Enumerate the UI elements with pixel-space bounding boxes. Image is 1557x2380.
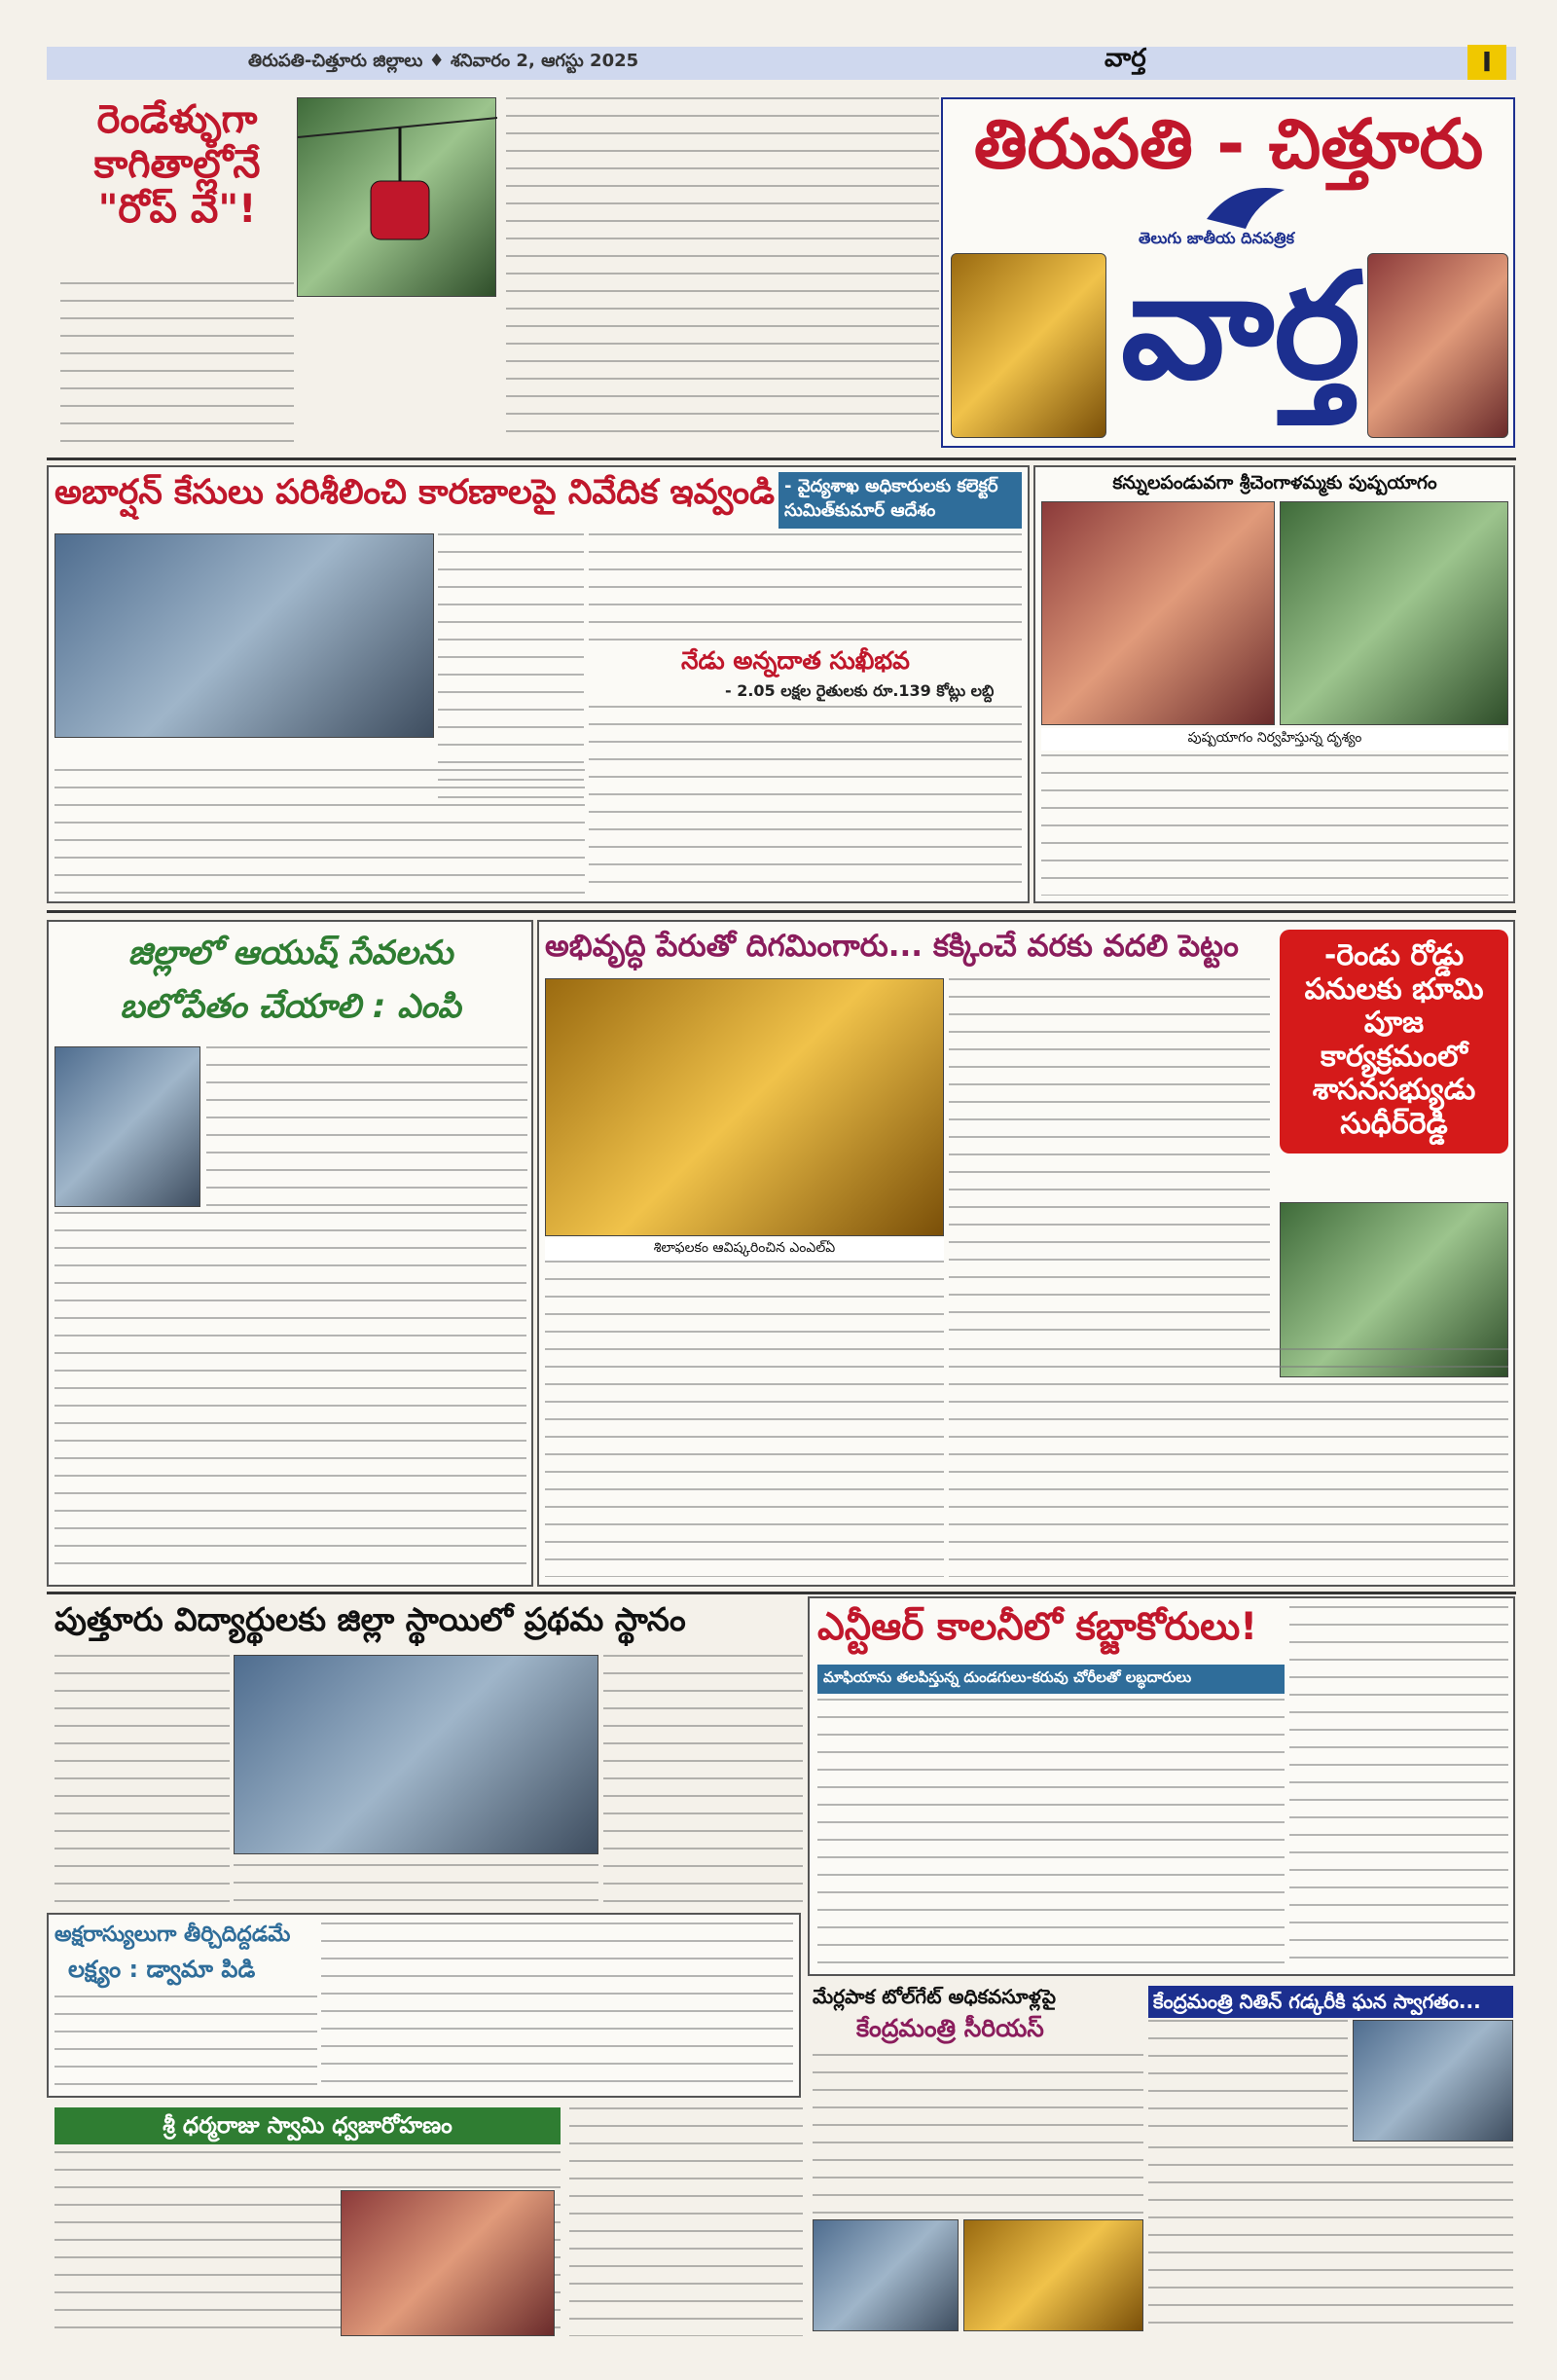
toll-headline-2: కేంద్రమంత్రి సీరియస్ (856, 2014, 1044, 2042)
ropeway-photo (297, 97, 496, 297)
puttur-body-3 (234, 1864, 598, 1903)
divider-2 (47, 910, 1516, 913)
page-number: I (1467, 45, 1506, 80)
header-paper-name: వార్త (1104, 44, 1146, 73)
literacy-body (54, 1996, 317, 2088)
rope-body-text-2 (506, 97, 939, 448)
ntr-subhead: మాఫియాను తలపిస్తున్న దుండగులు-కరువు చోరీలతో లబ్ధదారులు (817, 1665, 1285, 1694)
meeting-photo (54, 533, 434, 738)
road-body-3 (949, 1348, 1508, 1577)
abortion-body-3 (54, 769, 585, 896)
ayush-body-2 (54, 1212, 526, 1577)
annadata-subhead: - 2.05 లక్షల రైతులకు రూ.139 కోట్లు లబ్ది (725, 681, 995, 700)
ayush-headline-2: బలోపేతం చేయాలి : ఎంపి (120, 987, 461, 1026)
mp-portrait (54, 1046, 200, 1207)
masthead-logo: వార్త (1120, 242, 1361, 412)
literacy-headline-2: లక్ష్యం : డ్వామా పిడి (68, 1956, 256, 1983)
road-caption: శిలాఫలకం ఆవిష్కరించిన ఎంఎల్ఏ (545, 1238, 944, 1261)
gadkari-body (1148, 2020, 1348, 2142)
road-photo (545, 978, 944, 1236)
edition-line: తిరుపతి-చిత్తూరు జిల్లాలు ♦ శనివారం 2, ఆగస్టు 2025 (248, 51, 639, 71)
road-body-2 (545, 1261, 944, 1577)
students-photo (234, 1655, 598, 1854)
rope-headline: రెండేళ్ళుగా కాగితాల్లోనే "రోప్ వే"! (93, 97, 261, 232)
divider-1 (47, 458, 1516, 460)
puttur-headline: పుత్తూరు విద్యార్థులకు జిల్లా స్థాయిలో ప్రథమ స్థానం (54, 1600, 686, 1638)
temple-photo (951, 253, 1106, 438)
puttur-body (54, 1655, 230, 1903)
pushpa-photo-1 (1041, 501, 1275, 725)
abortion-subhead: - వైద్యశాఖ అధికారులకు కలెక్టర్ సుమిత్‌కుమార్ ఆదేశం (778, 472, 1022, 529)
dharma-headline: శ్రీ ధర్మరాజు స్వామి ధ్వజారోహణం (54, 2107, 561, 2144)
road-body (949, 978, 1270, 1343)
gadkari-body-2 (1148, 2146, 1513, 2331)
abortion-headline: అబార్షన్ కేసులు పరిశీలించి కారణాలపై నివేదిక ఇవ్వండి (54, 473, 775, 512)
pushpa-headline: కన్నులపండువగా శ్రీచెంగాళమ్మకు పుష్పయాగం (1112, 472, 1437, 494)
ayush-body (206, 1046, 527, 1207)
pushpa-photo-2 (1280, 501, 1508, 725)
road-box-text: -రెండు రోడ్డు పనులకు భూమి పూజ కార్యక్రమంలో శాసనసభ్యుడు సుధీర్‌రెడ్డి (1304, 938, 1484, 1141)
pushpa-body (1041, 754, 1508, 896)
dharma-body-2 (569, 2107, 803, 2336)
annadata-body (589, 706, 1022, 896)
toll-headline-1: మేర్లపాక టోల్‌గేట్ అధికవసూళ్లపై (813, 1985, 1056, 2008)
gadkari-headline: కేంద్రమంత్రి నితిన్ గడ్కరీకి ఘన స్వాగతం... (1148, 1986, 1513, 2018)
rope-body-text (60, 282, 294, 448)
masthead-region: తిరుపతి - చిత్తూరు (973, 104, 1484, 184)
literacy-body-2 (321, 1922, 793, 2088)
dharma-photo (341, 2190, 555, 2336)
puttur-body-2 (603, 1655, 803, 1903)
toll-body (813, 2054, 1143, 2215)
abortion-body-2 (589, 533, 1022, 641)
pushpa-caption: పుష్పయాగం నిర్వహిస్తున్న దృశ్యం (1041, 728, 1508, 751)
gadkari-photo (1353, 2020, 1513, 2142)
divider-3 (47, 1592, 1516, 1594)
masthead-tagline: తెలుగు జాతీయ దినపత్రిక (1139, 229, 1294, 247)
ntr-body (817, 1699, 1285, 1966)
toll-photo-2 (963, 2219, 1143, 2331)
road-headline: అభివృద్ధి పేరుతో దిగమింగారు... కక్కించే వరకు వదలి పెట్టం (545, 929, 1239, 964)
ntr-headline: ఎన్టీఆర్ కాలనీలో కబ్జాకోరులు! (817, 1605, 1258, 1649)
abortion-body (438, 533, 584, 806)
annadata-headline: నేడు అన్నదాత సుఖీభవ (681, 646, 910, 675)
deity-photo (1367, 253, 1508, 438)
ayush-headline-1: జిల్లాలో ఆయుష్ సేవలను (127, 934, 453, 972)
ntr-body-2 (1289, 1606, 1508, 1966)
dove-icon (1207, 180, 1285, 229)
toll-photo-1 (813, 2219, 959, 2331)
literacy-headline-1: అక్షరాస్యులుగా తీర్చిదిద్దడమే (54, 1922, 291, 1947)
cable-car-icon (298, 98, 497, 298)
